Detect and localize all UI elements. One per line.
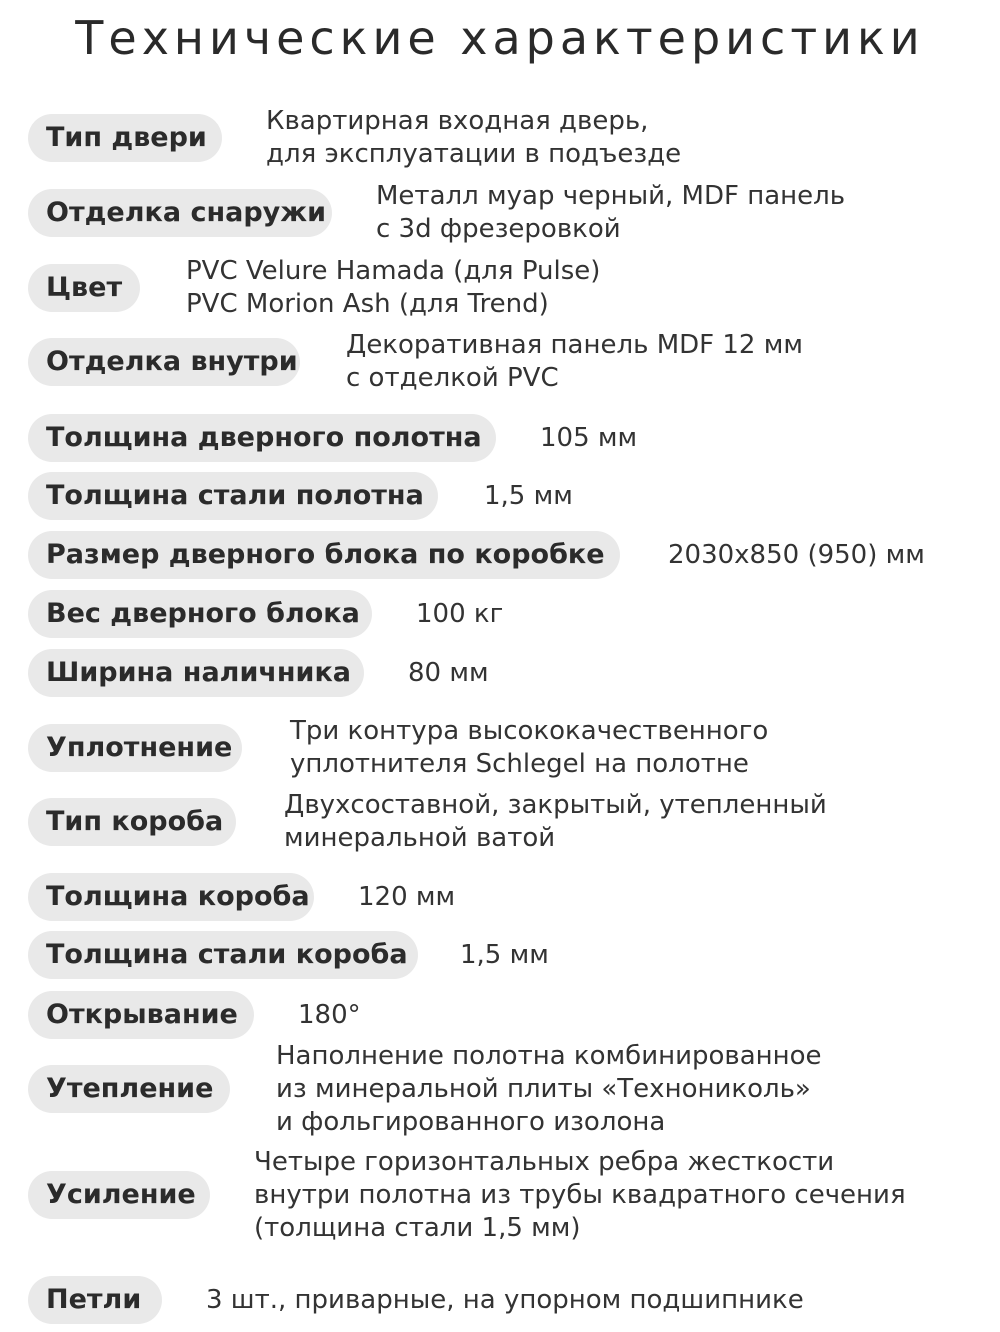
spec-label: Уплотнение <box>28 724 242 772</box>
spec-value-line: 1,5 мм <box>484 480 573 511</box>
spec-value-line: PVC Morion Ash (для Trend) <box>186 289 549 319</box>
spec-value-line: минеральной ватой <box>284 823 556 853</box>
spec-value <box>298 999 361 1032</box>
spec-value <box>254 1146 906 1245</box>
spec-value-line: 180° <box>298 999 361 1030</box>
spec-value-line: из минеральной плиты «Технониколь» <box>276 1073 811 1104</box>
spec-label: Толщина стали полотна <box>28 472 438 520</box>
spec-label: Отделка снаружи <box>28 189 332 237</box>
spec-label: Цвет <box>28 264 140 312</box>
spec-value-line: 3 шт., приварные, на упорном подшипнике <box>206 1284 804 1315</box>
spec-value <box>408 657 489 690</box>
spec-value-line: Двухсоставной, закрытый, утепленный <box>284 790 827 820</box>
spec-value-line: 100 кг <box>416 598 504 629</box>
spec-value <box>290 715 768 781</box>
spec-value-line: Декоративная панель MDF 12 мм <box>346 330 803 360</box>
spec-value-line: Металл муар черный, MDF панель <box>376 181 846 211</box>
spec-value-line: Четыре горизонтальных ребра жесткости <box>254 1146 835 1177</box>
spec-value <box>358 881 455 914</box>
spec-value-line: и фольгированного изолона <box>276 1106 666 1137</box>
spec-value-line: с отделкой PVC <box>346 363 559 393</box>
spec-label: Утепление <box>28 1065 230 1113</box>
spec-value-line: Квартирная входная дверь, <box>266 106 649 136</box>
spec-value-line: для эксплуатации в подъезде <box>266 139 682 169</box>
spec-value <box>416 598 503 631</box>
spec-value-line: PVC Velure Hamada (для Pulse) <box>186 256 601 286</box>
spec-value-line: 1,5 мм <box>460 939 549 970</box>
spec-value <box>276 1040 822 1139</box>
spec-label: Размер дверного блока по коробке <box>28 531 620 579</box>
spec-label: Тип двери <box>28 114 222 162</box>
spec-label: Усиление <box>28 1171 210 1219</box>
spec-value <box>376 180 845 246</box>
spec-value-line: 2030х850 (950) мм <box>668 539 925 570</box>
spec-value <box>460 939 549 972</box>
spec-label: Петли <box>28 1276 162 1324</box>
spec-value <box>284 789 827 855</box>
spec-value-line: внутри полотна из трубы квадратного сечения <box>254 1179 906 1210</box>
spec-value <box>668 539 925 572</box>
spec-label: Толщина короба <box>28 873 314 921</box>
spec-value-line: 105 мм <box>540 422 638 453</box>
spec-label: Ширина наличника <box>28 649 364 697</box>
spec-value-line: Три контура высококачественного <box>290 716 769 746</box>
spec-value-line: 120 мм <box>358 881 456 912</box>
spec-label: Толщина дверного полотна <box>28 414 496 462</box>
spec-value-line: 80 мм <box>408 657 489 688</box>
spec-value <box>484 480 573 513</box>
spec-label: Открывание <box>28 991 254 1039</box>
spec-label: Вес дверного блока <box>28 590 372 638</box>
spec-value-line: (толщина стали 1,5 мм) <box>254 1212 581 1243</box>
spec-value <box>266 105 681 171</box>
spec-label: Тип короба <box>28 798 236 846</box>
spec-value <box>346 329 803 395</box>
spec-value-line: с 3d фрезеровкой <box>376 214 621 244</box>
page-title: Технические характеристики <box>75 11 925 65</box>
spec-value-line: Наполнение полотна комбинированное <box>276 1040 822 1071</box>
spec-value <box>206 1284 804 1317</box>
spec-value <box>186 255 600 321</box>
spec-value <box>540 422 637 455</box>
spec-value-line: уплотнителя Schlegel на полотне <box>290 749 749 779</box>
spec-label: Толщина стали короба <box>28 931 418 979</box>
spec-label: Отделка внутри <box>28 338 300 386</box>
